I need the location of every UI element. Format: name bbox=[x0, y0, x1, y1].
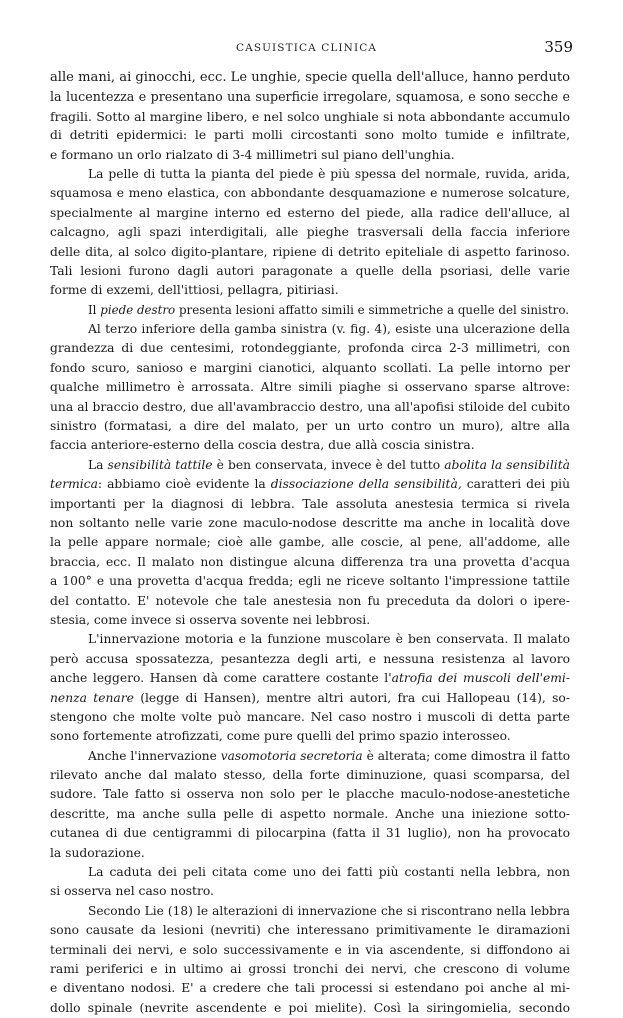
text-line: stengono che molte volte può mancare. Nel caso nostro i muscoli di detta parte bbox=[50, 709, 570, 724]
text-line: e diventano nodosi. E' a credere che tali processi si estendano poi anche al mi- bbox=[50, 981, 570, 996]
text-line: faccia anteriore-esterno della coscia destra, due allà coscia sinistra. bbox=[50, 438, 475, 453]
text-line: Tali lesioni furono dagli autori paragonate a quelle della psoriasi, delle varie bbox=[50, 263, 570, 278]
paragraph bbox=[50, 863, 570, 902]
text-line: terminali dei nervi, e solo successivamente e in via ascendente, si diffondono ai bbox=[50, 942, 570, 957]
text-line: L'innervazione motoria e la funzione muscolare è ben conservata. Il malato bbox=[88, 632, 570, 647]
text-line: qualche millimetro è arrossata. Altre simili piaghe si osservano sparse altrove: bbox=[50, 380, 570, 395]
paragraph bbox=[50, 68, 570, 165]
paragraph bbox=[50, 301, 570, 320]
text-line: squamosa e meno elastica, con abbondante desquamazione e numerose solcature, bbox=[50, 186, 570, 201]
text-line: alle mani, ai ginocchi, ecc. Le unghie, specie quella dell'alluce, hanno perduto bbox=[50, 70, 570, 85]
running-head: CASUISTICA CLINICA bbox=[236, 42, 378, 54]
text-line: si osserva nel caso nostro. bbox=[50, 884, 214, 899]
paragraph bbox=[50, 320, 570, 456]
page-number: 359 bbox=[544, 38, 573, 56]
text-line: La caduta dei peli citata come uno dei fatti più costanti nella lebbra, non bbox=[88, 865, 570, 880]
text-line: rilevato anche dal malato stesso, della forte diminuzione, quasi scomparsa, del bbox=[50, 768, 570, 783]
text-line: Anche l'innervazione vasomotoria secretoria è alterata; come dimostra il fatto bbox=[88, 748, 570, 763]
text-line: sinistro (formatasi, a dire del malato, per un urto contro un muro), altre alla bbox=[50, 419, 570, 434]
text-line: non soltanto nelle varie zone maculo-nodose descritte ma anche in località dove bbox=[50, 515, 570, 530]
text-line: a 100° e una provetta d'acqua fredda; egli ne riceve soltanto l'impressione tattile bbox=[50, 574, 570, 589]
text-line: Al terzo inferiore della gamba sinistra (v. fig. 4), esiste una ulcerazione della bbox=[88, 322, 570, 337]
text-line: di detriti epidermici: le parti molli circostanti sono molto tumide e infiltrate, bbox=[50, 128, 570, 143]
text-line: la pelle appare normale; cioè alle gambe, alle coscie, al pene, all'addome, alle bbox=[50, 535, 570, 550]
paragraph bbox=[50, 165, 570, 301]
text-line: importanti per la diagnosi di lebbra. Tale assoluta anestesia termica si rivela bbox=[50, 496, 570, 511]
text-line: sono causate da lesioni (nevriti) che interessano primitivamente le diramazioni bbox=[50, 923, 570, 938]
text-line: calcagno, agli spazi interdigitali, alle pieghe trasversali della faccia inferiore bbox=[50, 225, 570, 240]
text-line: forme di exzemi, dell'ittiosi, pellagra, pitiriasi. bbox=[50, 283, 339, 298]
text-line: del contatto. E' notevole che tale anestesia non fu preceduta da dolori o ipere- bbox=[50, 593, 570, 608]
text-line: fragili. Sotto al margine libero, e nel solco unghiale si nota abbondante accumulo bbox=[50, 108, 570, 124]
text-line: specialmente al margine interno ed esterno del piede, alla radice dell'alluce, al bbox=[50, 205, 570, 220]
body-text bbox=[50, 68, 570, 1018]
text-line: delle dita, al solco digito-plantare, ripiene di detrito epiteliale di aspetto farinoso. bbox=[50, 244, 570, 259]
text-line: grandezza di due centesimi, rotondeggiante, profonda circa 2-3 millimetri, con bbox=[50, 341, 570, 356]
text-line: però accusa spossatezza, pesantezza degli arti, e nessuna resistenza al lavoro bbox=[50, 651, 570, 666]
text-line: Secondo Lie (18) le alterazioni di innervazione che si riscontrano nella lebbra bbox=[88, 903, 570, 918]
text-line: una al braccio destro, due all'avambraccio destro, una all'apofisi stiloide del cubito bbox=[50, 399, 570, 414]
text-line: la lucentezza e presentano una superficie irregolare, squamosa, e sono secche e bbox=[50, 89, 570, 105]
text-line: fondo scuro, sanioso e margini cianotici, alquanto scollati. La pelle intorno per bbox=[50, 360, 570, 375]
text-line: la sudorazione. bbox=[50, 845, 145, 860]
text-line: Il piede destro presenta lesioni affatto simili e simmetriche a quelle del sinistro. bbox=[88, 302, 570, 317]
text-line: rami periferici e in ultimo ai grossi tronchi dei nervi, che crescono di volume bbox=[50, 961, 570, 976]
paragraph bbox=[50, 630, 570, 746]
text-line: nenza tenare (legge di Hansen), mentre altri autori, fra cui Hallopeau (14), so- bbox=[50, 690, 570, 705]
text-line: La pelle di tutta la pianta del piede è più spessa del normale, ruvida, arida, bbox=[88, 166, 570, 181]
paragraph bbox=[50, 902, 570, 1018]
paragraph bbox=[50, 456, 570, 631]
text-line: sudore. Tale fatto si osserva non solo per le placche maculo-nodose-anestetiche bbox=[50, 787, 570, 802]
text-line: sono fortemente atrofizzati, come pure quelli del primo spazio interosseo. bbox=[50, 729, 511, 744]
paragraph bbox=[50, 747, 570, 863]
text-line: descritte, ma anche sulla pelle di aspetto normale. Anche una iniezione sotto- bbox=[50, 806, 570, 821]
text-line: braccia, ecc. Il malato non distingue alcuna differenza tra una provetta d'acqua bbox=[50, 554, 570, 569]
text-line: La sensibilità tattile è ben conservata, invece è del tutto abolita la sensibilità bbox=[88, 457, 570, 472]
text-line: e formano un orlo rialzato di 3-4 millimetri sul piano dell'unghia. bbox=[50, 147, 455, 162]
text-line: dollo spinale (nevrite ascendente e poi mielite). Così la siringomielia, secondo bbox=[50, 1000, 570, 1015]
text-line: stesia, come invece si osserva sovente nei lebbrosi. bbox=[50, 612, 371, 627]
text-line: termica: abbiamo cioè evidente la dissociazione della sensibilità, caratteri dei più bbox=[50, 477, 570, 492]
text-line: cutanea di due centigrammi di pilocarpina (fatta il 31 luglio), non ha provocato bbox=[50, 826, 570, 841]
text-line: anche leggero. Hansen dà come carattere costante l'atrofia dei muscoli dell'emi- bbox=[50, 671, 570, 686]
